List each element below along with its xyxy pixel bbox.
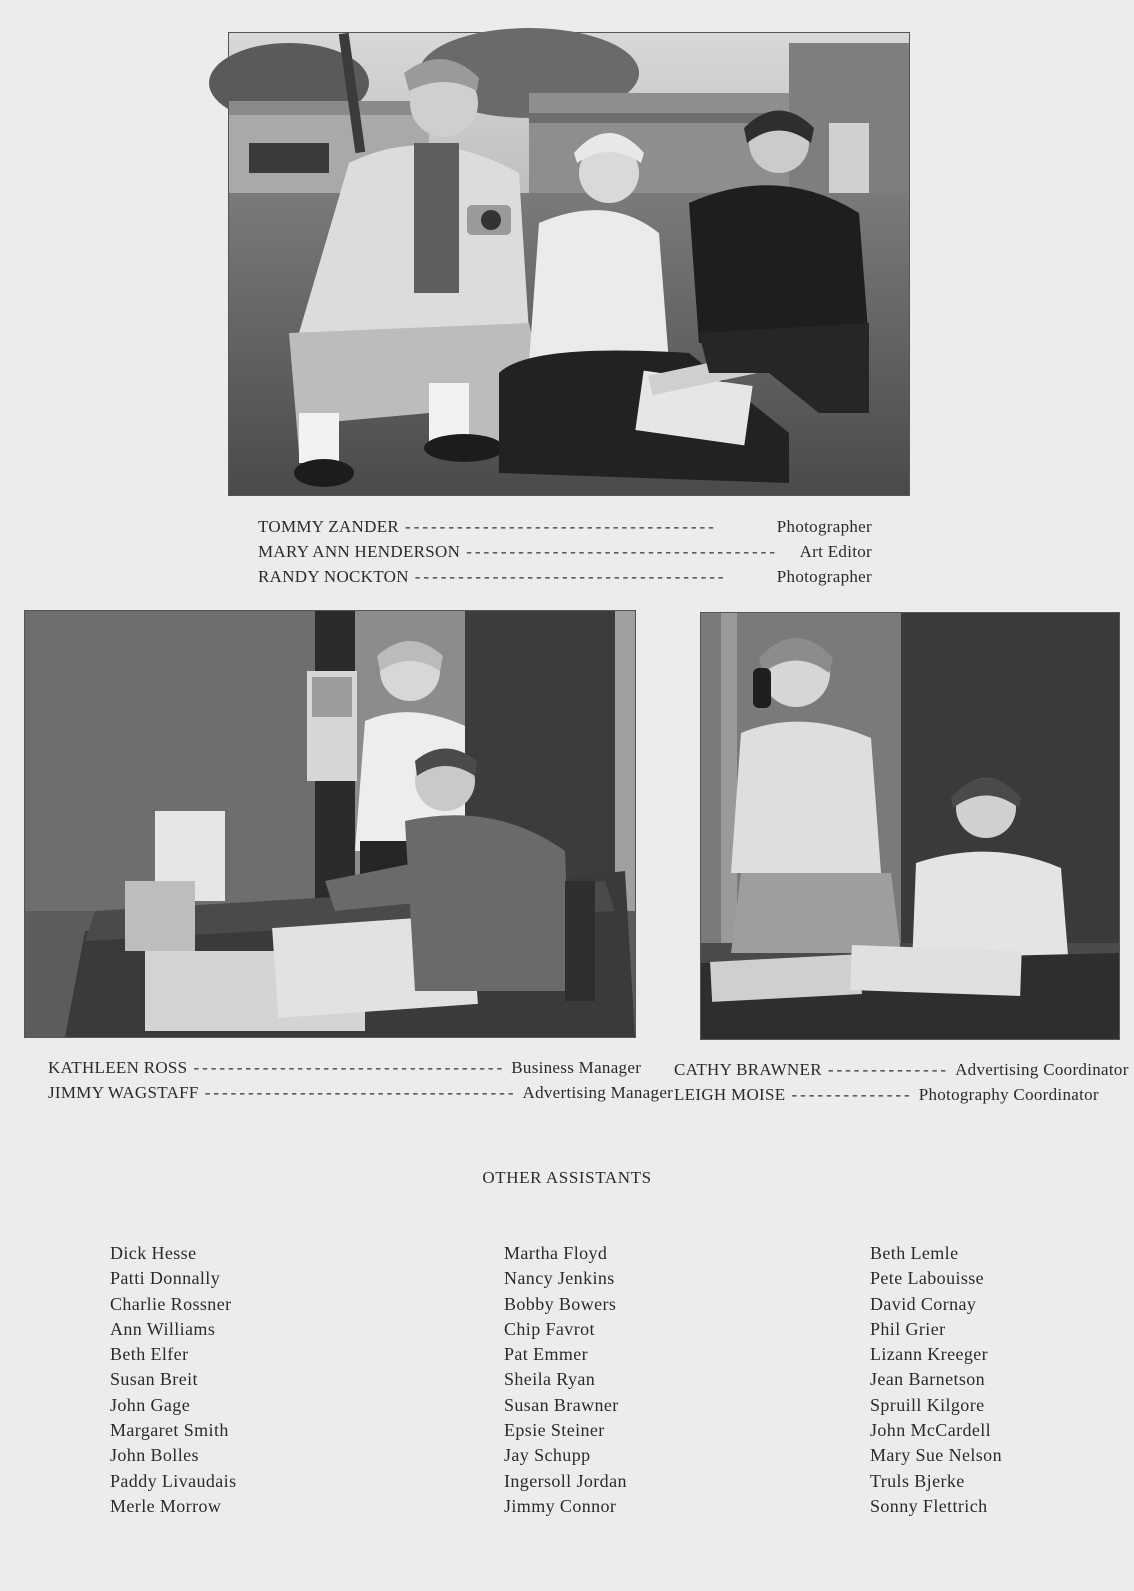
assistant-name: Martha Floyd: [504, 1243, 608, 1263]
assistant-name: Nancy Jenkins: [504, 1268, 615, 1289]
dash-leader: ------------------------------------: [414, 567, 727, 586]
assistant-name: John Bolles: [110, 1445, 199, 1466]
staff-name: TOMMY ZANDER: [258, 517, 400, 536]
staff-name: RANDY NOCKTON: [258, 567, 409, 586]
staff-role: Advertising Manager: [522, 1083, 674, 1102]
caption-right: [674, 1057, 1129, 1107]
assistant-name: John Gage: [110, 1394, 191, 1415]
dash-leader: ------------------------------------: [466, 542, 778, 561]
assistant-name: Paddy Livaudais: [110, 1470, 237, 1491]
staff-name: LEIGH MOISE: [674, 1085, 786, 1104]
assistant-name: Sheila Ryan: [504, 1369, 596, 1390]
caption-row: [258, 564, 872, 589]
assistant-name: Susan Breit: [110, 1369, 198, 1390]
caption-top: [258, 514, 872, 589]
assistant-name: Jimmy Connor: [504, 1495, 617, 1516]
assistant-name: Bobby Bowers: [504, 1293, 617, 1314]
assistant-name: Jean Barnetson: [870, 1369, 986, 1390]
staff-name: KATHLEEN ROSS: [48, 1058, 188, 1077]
assistant-name: Dick Hesse: [110, 1243, 197, 1263]
assistant-name: Spruill Kilgore: [870, 1394, 985, 1415]
assistant-name: Ann Williams: [110, 1318, 216, 1339]
assistant-name: Mary Sue Nelson: [870, 1445, 1002, 1466]
assistant-name: Patti Donnally: [110, 1268, 221, 1289]
staff-photo-outdoor: [228, 32, 910, 496]
staff-photo-phone: [700, 612, 1120, 1040]
staff-role: Photographer: [776, 517, 872, 536]
other-assistants-heading: OTHER ASSISTANTS: [482, 1168, 652, 1187]
assistant-name: Truls Bjerke: [870, 1470, 965, 1491]
staff-role: Advertising Coordinator: [955, 1060, 1129, 1079]
staff-photo-office: [24, 610, 636, 1038]
caption-row: [674, 1082, 1099, 1107]
assistant-name: Ingersoll Jordan: [504, 1470, 627, 1491]
assistants-column-2: [504, 1241, 627, 1519]
assistant-name: Jay Schupp: [504, 1445, 591, 1466]
assistant-name: David Cornay: [870, 1293, 977, 1314]
assistant-name: Susan Brawner: [504, 1394, 619, 1415]
assistant-name: Pete Labouisse: [870, 1268, 985, 1289]
caption-left: [48, 1055, 674, 1105]
caption-row: [48, 1055, 642, 1080]
staff-name: CATHY BRAWNER: [674, 1060, 822, 1079]
assistant-name: John McCardell: [870, 1420, 992, 1441]
assistant-name: Sonny Flettrich: [870, 1495, 988, 1516]
assistant-name: Merle Morrow: [110, 1495, 222, 1516]
dash-leader: --------------: [827, 1060, 950, 1079]
assistant-name: Beth Elfer: [110, 1344, 189, 1365]
assistants-column-3: [870, 1241, 1002, 1519]
assistant-name: Chip Favrot: [504, 1318, 595, 1339]
caption-row: [674, 1057, 1129, 1082]
staff-role: Art Editor: [799, 542, 872, 561]
assistant-name: Charlie Rossner: [110, 1293, 232, 1314]
dash-leader: ------------------------------------: [193, 1058, 506, 1077]
assistant-name: Beth Lemle: [870, 1243, 959, 1263]
dash-leader: ------------------------------------: [405, 517, 717, 536]
dash-leader: --------------: [791, 1085, 913, 1104]
staff-role: Photographer: [776, 567, 872, 586]
caption-row: [48, 1080, 674, 1105]
staff-role: Business Manager: [511, 1058, 642, 1077]
assistant-name: Margaret Smith: [110, 1420, 229, 1441]
staff-role: Photography Coordinator: [918, 1085, 1099, 1104]
assistant-name: Epsie Steiner: [504, 1420, 605, 1441]
assistant-name: Phil Grier: [870, 1318, 946, 1339]
assistant-name: Pat Emmer: [504, 1344, 589, 1365]
dash-leader: ------------------------------------: [204, 1083, 517, 1102]
assistants-column-1: [110, 1241, 236, 1519]
assistant-name: Lizann Kreeger: [870, 1344, 989, 1365]
staff-name: JIMMY WAGSTAFF: [48, 1083, 199, 1102]
caption-row: [258, 539, 872, 564]
caption-row: [258, 514, 872, 539]
staff-name: MARY ANN HENDERSON: [258, 542, 461, 561]
